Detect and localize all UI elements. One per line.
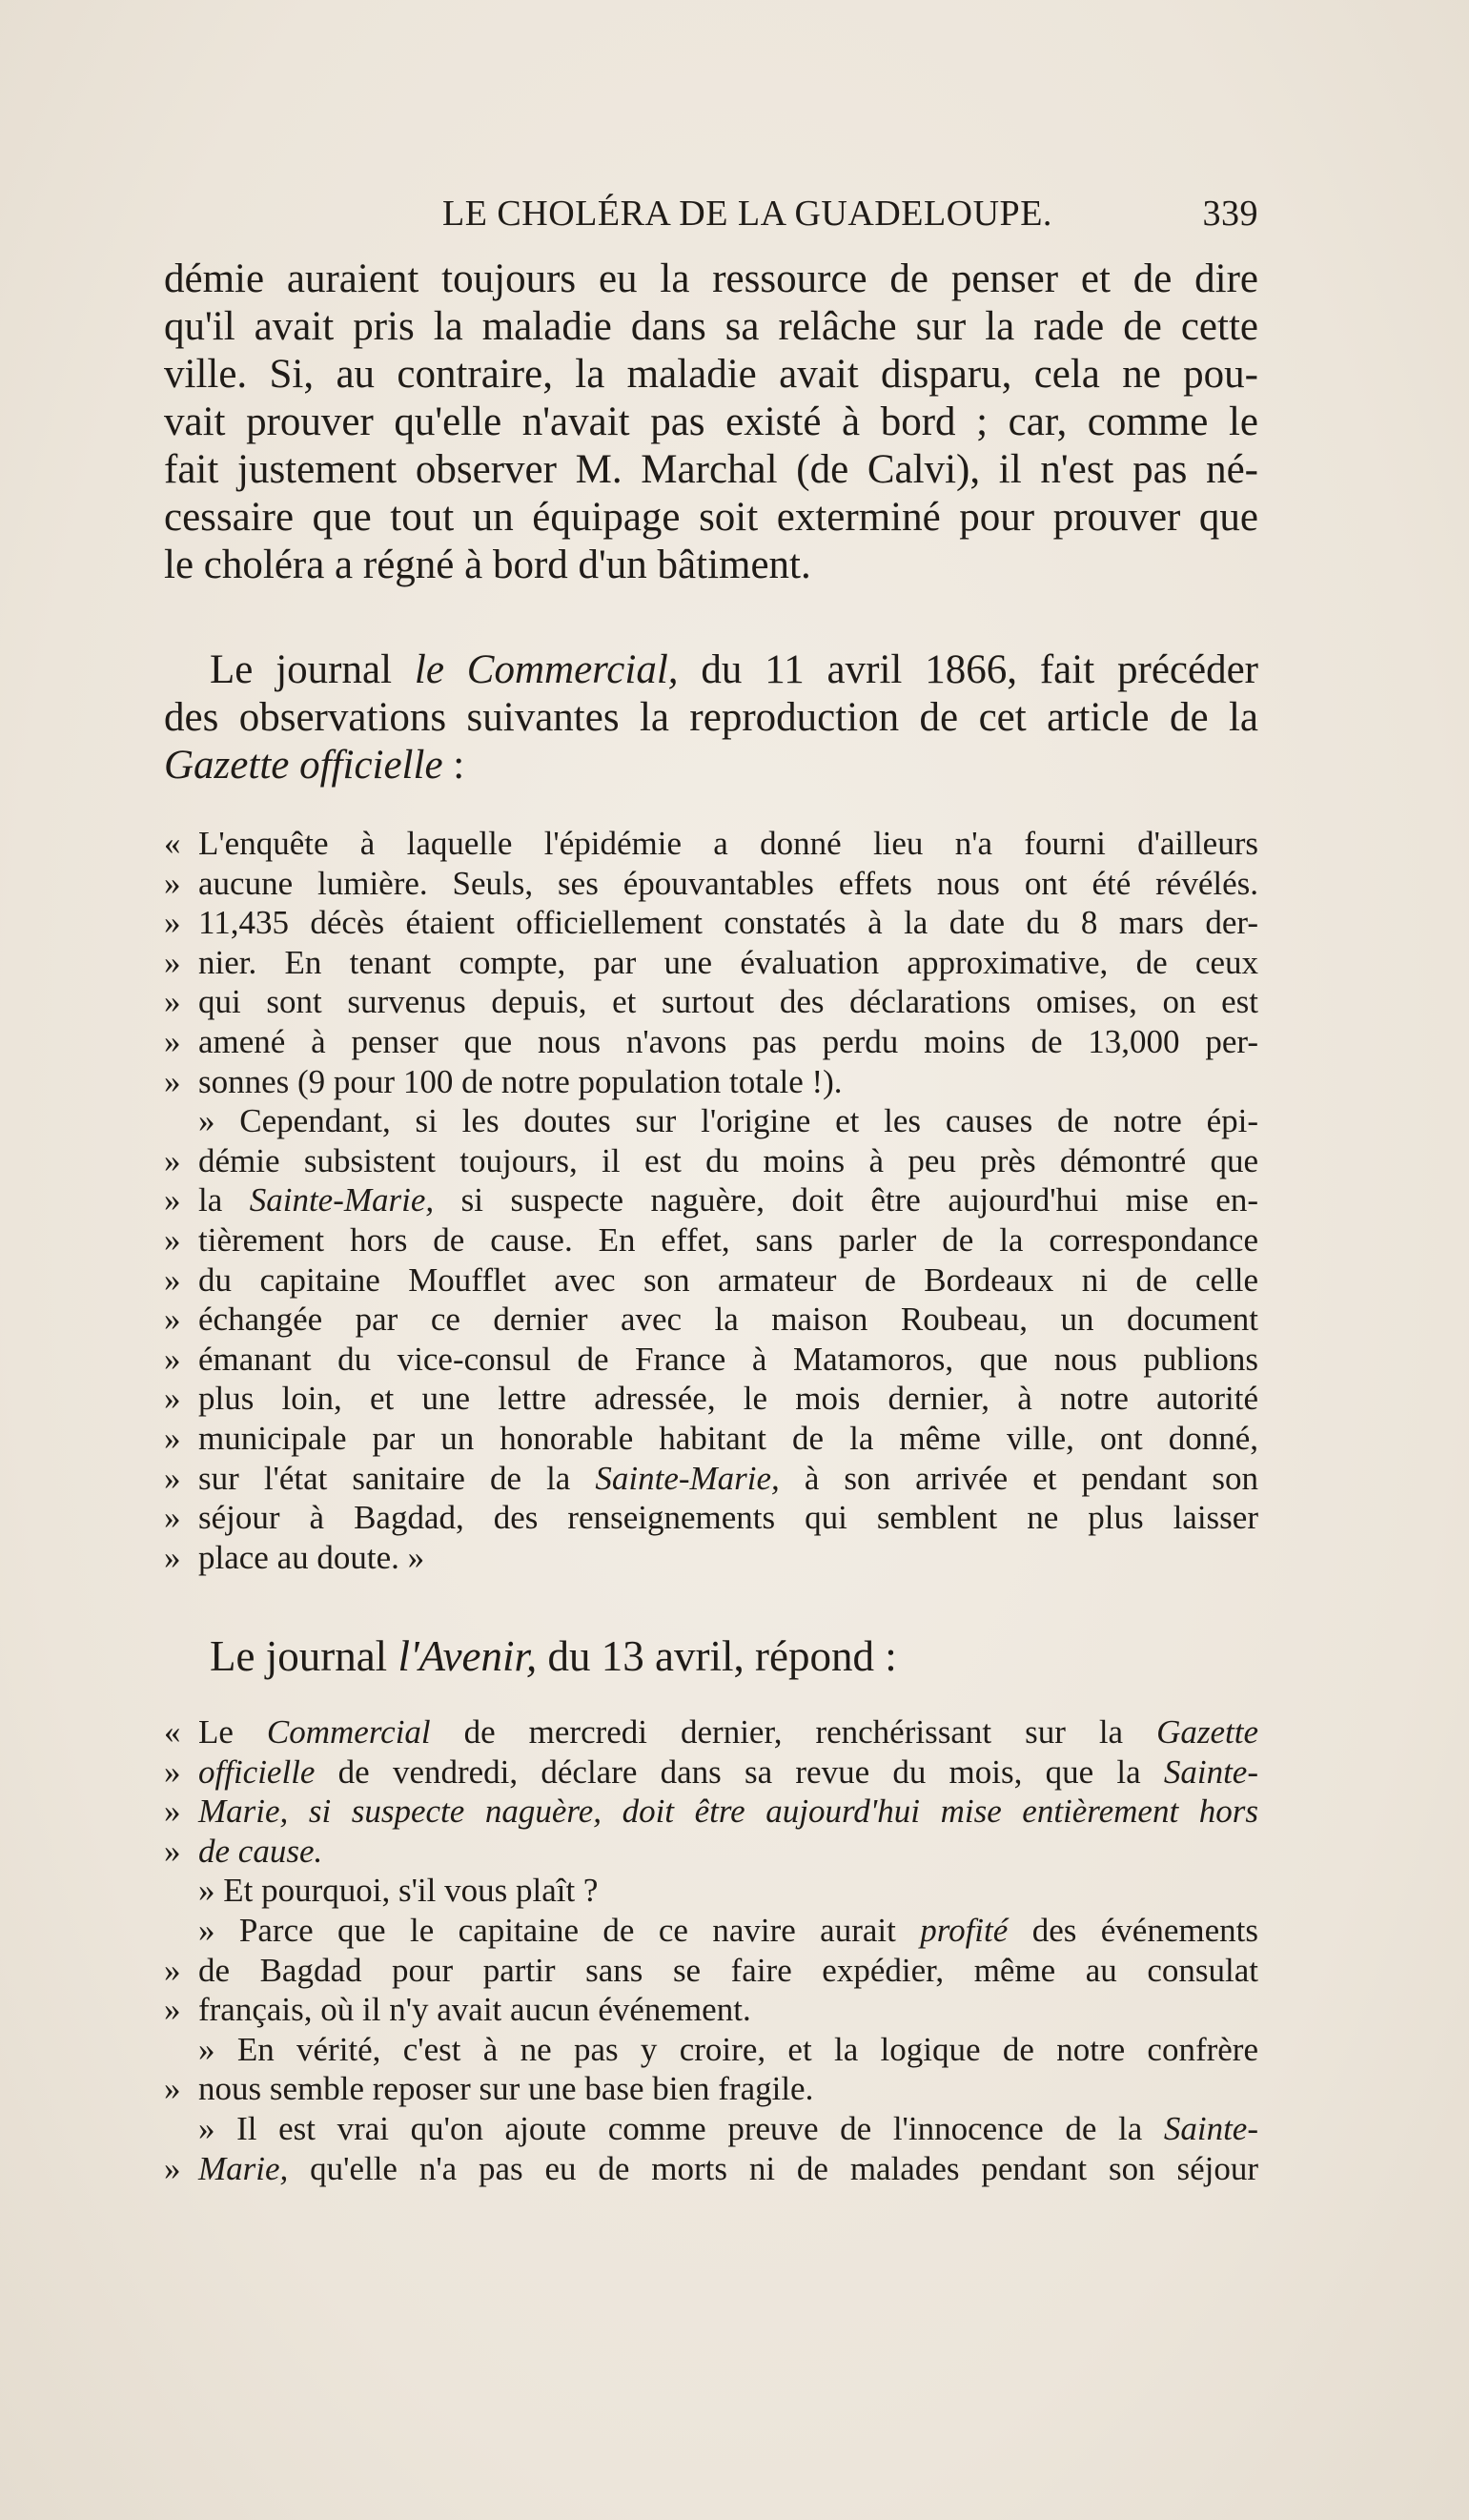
quote-line: » Parce que le capitaine de ce navire aurait profité des événements [198,1911,1258,1949]
text-line: qu'il avait pris la maladie dans sa relâche sur la rade de cette [164,304,1258,349]
text-line: ville. Si, au contraire, la maladie avait disparu, cela ne pou- [164,352,1258,397]
quote-line: » tièrement hors de cause. En effet, sans parler de la correspondance [164,1220,1258,1259]
text-line: fait justement observer M. Marchal (de Calvi), il n'est pas né- [164,447,1258,492]
quote-line: » amené à penser que nous n'avons pas perdu moins de 13,000 per- [164,1022,1258,1060]
text-line: Le journal l'Avenir, du 13 avril, répond : [210,1632,897,1680]
paragraph-commercial [164,646,1258,789]
quote-line: » du capitaine Moufflet avec son armateur de Bordeaux ni de celle [164,1260,1258,1299]
quote-line: » Marie, si suspecte naguère, doit être aujourd'hui mise entièrement hors [164,1793,1258,1831]
quote-line: » En vérité, c'est à ne pas y croire, et la logique de notre confrère [198,2030,1258,2068]
page-number: 339 [1202,194,1258,234]
paragraph-avenir [164,1632,1258,1680]
quote-line: » aucune lumière. Seuls, ses épouvantables effets nous ont été révélés. [164,864,1258,902]
text-line: vait prouver qu'elle n'avait pas existé à bord ; car, comme le [164,400,1258,444]
quote-line: » 11,435 décès étaient officiellement constatés à la date du 8 mars der- [164,904,1258,942]
running-title: LE CHOLÉRA DE LA GUADELOUPE. [442,194,1052,234]
quote-line: » nier. En tenant compte, par une évaluation approximative, de ceux [164,943,1258,981]
quote-line: » municipale par un honorable habitant de la même ville, ont donné, [164,1419,1258,1457]
quote-line: » qui sont survenus depuis, et surtout des déclarations omises, on est [164,983,1258,1021]
paragraph-continuation [164,256,1258,589]
quote-line: » séjour à Bagdad, des renseignements qui semblent ne plus laisser [164,1499,1258,1537]
journal-title: Gazette officielle [164,743,443,788]
quote-line: » sonnes (9 pour 100 de notre population totale !). [164,1062,843,1100]
quote-line: » Et pourquoi, s'il vous plaît ? [198,1872,599,1910]
quotation-block [164,824,1258,1577]
text-line: démie auraient toujours eu la ressource de penser et de dire [164,256,1258,301]
quote-line: » de Bagdad pour partir sans se faire expédier, même au consulat [164,1951,1258,1989]
quote-line: » émanant du vice-consul de France à Matamoros, que nous publions [164,1340,1258,1378]
quote-line: » Marie, qu'elle n'a pas eu de morts ni de malades pendant son séjour [164,2149,1258,2187]
quote-line: » officielle de vendredi, déclare dans sa revue du mois, que la Sainte- [164,1752,1258,1791]
quote-line: « L'enquête à laquelle l'épidémie a donné lieu n'a fourni d'ailleurs [164,825,1258,862]
quote-line: » Il est vrai qu'on ajoute comme preuve de l'innocence de la Sainte- [198,2109,1258,2147]
quote-line: » nous semble reposer sur une base bien fragile. [164,2070,814,2108]
quote-line: » échangée par ce dernier avec la maison Roubeau, un document [164,1301,1258,1339]
quote-line: » sur l'état sanitaire de la Sainte-Marie, à son arrivée et pendant son [164,1459,1259,1497]
quote-line: » Cependant, si les doutes sur l'origine et les causes de notre épi- [198,1102,1258,1140]
journal-title: le Commercial, [414,647,679,692]
quote-line: « Le Commercial de mercredi dernier, renchérissant sur la Gazette [164,1713,1258,1751]
journal-title: l'Avenir, [398,1632,538,1680]
quote-line: » de cause. [164,1832,323,1870]
text-line: des observations suivantes la reproduction de cet article de la [164,695,1258,740]
text-line: Le journal le Commercial, du 11 avril 1866, fait précéder [210,647,1258,692]
text-line: cessaire que tout un équipage soit exterminé pour prouver que [164,495,1258,540]
quote-line: » démie subsistent toujours, il est du moins à peu près démontré que [164,1141,1258,1179]
quotation-block-avenir [164,1712,1258,2188]
quote-line: » la Sainte-Marie, si suspecte naguère, doit être aujourd'hui mise en- [164,1181,1258,1219]
quote-line: » place au doute. » [164,1538,425,1576]
text-line: Gazette officielle : [164,743,465,788]
text-line: le choléra a régné à bord d'un bâtiment. [164,543,811,587]
quote-line: » plus loin, et une lettre adressée, le mois dernier, à notre autorité [164,1380,1258,1418]
quote-line: » français, où il n'y avait aucun événement. [164,1991,751,2029]
